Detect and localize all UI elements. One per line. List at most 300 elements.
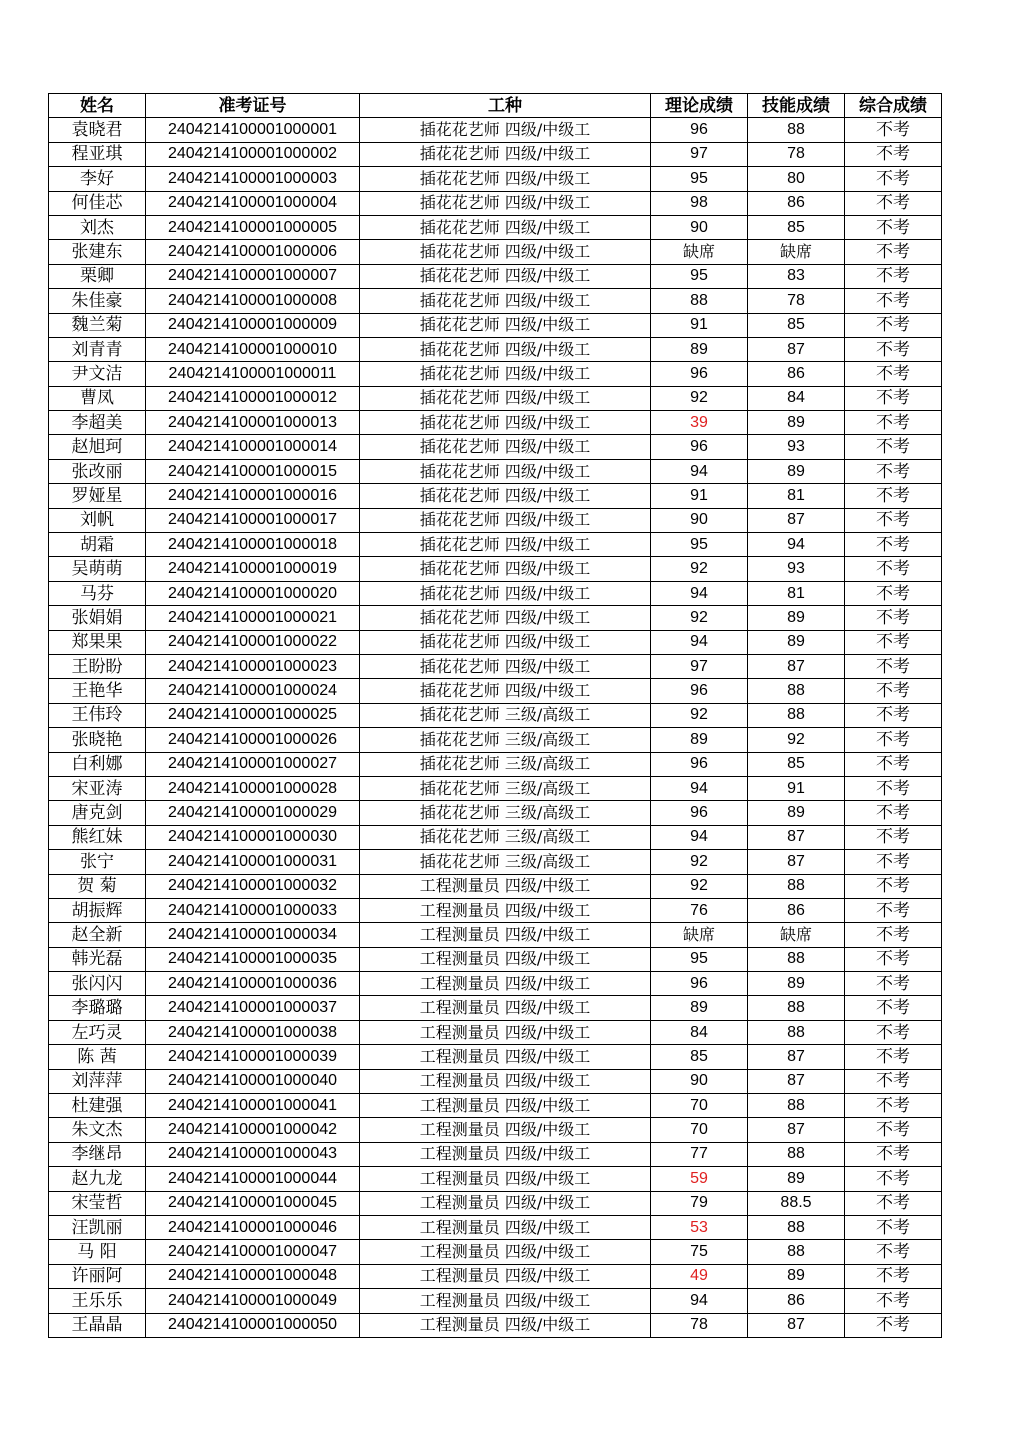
- cell-total-score: 不考: [845, 996, 942, 1020]
- header-exam-id: 准考证号: [146, 94, 360, 118]
- cell-exam-id: 2404214100001000039: [146, 1045, 360, 1069]
- cell-exam-id: 2404214100001000001: [146, 118, 360, 142]
- cell-name: 胡振辉: [49, 898, 146, 922]
- cell-total-score: 不考: [845, 362, 942, 386]
- table-row: [49, 898, 942, 922]
- cell-job-type: 插花花艺师 三级/高级工: [360, 776, 651, 800]
- cell-job-type: 工程测量员 四级/中级工: [360, 1020, 651, 1044]
- cell-name: 刘萍萍: [49, 1069, 146, 1093]
- table-row: [49, 167, 942, 191]
- cell-skill-score: 86: [748, 1289, 845, 1313]
- cell-job-type: 工程测量员 四级/中级工: [360, 947, 651, 971]
- cell-exam-id: 2404214100001000045: [146, 1191, 360, 1215]
- cell-exam-id: 2404214100001000005: [146, 215, 360, 239]
- cell-skill-score: 87: [748, 337, 845, 361]
- cell-total-score: 不考: [845, 337, 942, 361]
- cell-job-type: 插花花艺师 四级/中级工: [360, 240, 651, 264]
- cell-theory-score: 92: [651, 703, 748, 727]
- cell-total-score: 不考: [845, 703, 942, 727]
- cell-job-type: 工程测量员 四级/中级工: [360, 874, 651, 898]
- cell-job-type: 插花花艺师 四级/中级工: [360, 484, 651, 508]
- cell-total-score: 不考: [845, 1094, 942, 1118]
- cell-exam-id: 2404214100001000046: [146, 1215, 360, 1239]
- table-row: [49, 996, 942, 1020]
- cell-total-score: 不考: [845, 1045, 942, 1069]
- cell-theory-score: 94: [651, 825, 748, 849]
- table-row: [49, 459, 942, 483]
- cell-job-type: 插花花艺师 四级/中级工: [360, 508, 651, 532]
- cell-job-type: 插花花艺师 四级/中级工: [360, 606, 651, 630]
- cell-skill-score: 89: [748, 1167, 845, 1191]
- cell-total-score: 不考: [845, 898, 942, 922]
- cell-total-score: 不考: [845, 533, 942, 557]
- cell-total-score: 不考: [845, 923, 942, 947]
- cell-theory-score: 92: [651, 557, 748, 581]
- cell-name: 陈 茜: [49, 1045, 146, 1069]
- cell-job-type: 工程测量员 四级/中级工: [360, 1313, 651, 1337]
- cell-theory-score: 97: [651, 142, 748, 166]
- cell-name: 李璐璐: [49, 996, 146, 1020]
- table-row: [49, 923, 942, 947]
- cell-name: 袁晓君: [49, 118, 146, 142]
- cell-name: 吴萌萌: [49, 557, 146, 581]
- cell-total-score: 不考: [845, 240, 942, 264]
- cell-exam-id: 2404214100001000019: [146, 557, 360, 581]
- cell-job-type: 工程测量员 四级/中级工: [360, 1142, 651, 1166]
- table-row: [49, 947, 942, 971]
- cell-exam-id: 2404214100001000016: [146, 484, 360, 508]
- cell-theory-score: 70: [651, 1094, 748, 1118]
- cell-job-type: 插花花艺师 四级/中级工: [360, 191, 651, 215]
- cell-job-type: 工程测量员 四级/中级工: [360, 1215, 651, 1239]
- cell-exam-id: 2404214100001000017: [146, 508, 360, 532]
- cell-skill-score: 88: [748, 1020, 845, 1044]
- cell-total-score: 不考: [845, 654, 942, 678]
- table-row: [49, 1069, 942, 1093]
- cell-exam-id: 2404214100001000037: [146, 996, 360, 1020]
- cell-name: 张闪闪: [49, 972, 146, 996]
- cell-name: 王艳华: [49, 679, 146, 703]
- table-row: [49, 801, 942, 825]
- cell-exam-id: 2404214100001000004: [146, 191, 360, 215]
- cell-exam-id: 2404214100001000047: [146, 1240, 360, 1264]
- cell-job-type: 插花花艺师 三级/高级工: [360, 752, 651, 776]
- table-row: [49, 776, 942, 800]
- cell-theory-score: 94: [651, 459, 748, 483]
- cell-exam-id: 2404214100001000040: [146, 1069, 360, 1093]
- header-skill-score: 技能成绩: [748, 94, 845, 118]
- cell-skill-score: 86: [748, 191, 845, 215]
- cell-job-type: 插花花艺师 四级/中级工: [360, 118, 651, 142]
- cell-total-score: 不考: [845, 386, 942, 410]
- table-row: [49, 289, 942, 313]
- cell-job-type: 插花花艺师 四级/中级工: [360, 362, 651, 386]
- cell-skill-score: 86: [748, 362, 845, 386]
- cell-exam-id: 2404214100001000036: [146, 972, 360, 996]
- table-row: [49, 484, 942, 508]
- cell-name: 汪凯丽: [49, 1215, 146, 1239]
- cell-exam-id: 2404214100001000010: [146, 337, 360, 361]
- cell-name: 张晓艳: [49, 728, 146, 752]
- cell-skill-score: 87: [748, 654, 845, 678]
- cell-theory-score: 96: [651, 118, 748, 142]
- cell-job-type: 插花花艺师 三级/高级工: [360, 703, 651, 727]
- cell-total-score: 不考: [845, 606, 942, 630]
- cell-exam-id: 2404214100001000043: [146, 1142, 360, 1166]
- table-row: [49, 1020, 942, 1044]
- cell-name: 刘杰: [49, 215, 146, 239]
- cell-exam-id: 2404214100001000012: [146, 386, 360, 410]
- table-row: [49, 362, 942, 386]
- cell-skill-score: 87: [748, 1313, 845, 1337]
- cell-name: 张建东: [49, 240, 146, 264]
- cell-name: 郑果果: [49, 630, 146, 654]
- cell-theory-score: 缺席: [651, 240, 748, 264]
- cell-name: 马 阳: [49, 1240, 146, 1264]
- table-row: [49, 679, 942, 703]
- cell-skill-score: 80: [748, 167, 845, 191]
- cell-theory-score: 77: [651, 1142, 748, 1166]
- cell-name: 尹文洁: [49, 362, 146, 386]
- cell-job-type: 插花花艺师 四级/中级工: [360, 533, 651, 557]
- cell-job-type: 工程测量员 四级/中级工: [360, 1289, 651, 1313]
- cell-theory-score: 94: [651, 581, 748, 605]
- cell-total-score: 不考: [845, 459, 942, 483]
- cell-skill-score: 85: [748, 752, 845, 776]
- cell-name: 何佳芯: [49, 191, 146, 215]
- table-row: [49, 142, 942, 166]
- cell-theory-score: 79: [651, 1191, 748, 1215]
- cell-skill-score: 78: [748, 289, 845, 313]
- cell-skill-score: 89: [748, 411, 845, 435]
- cell-theory-score: 96: [651, 752, 748, 776]
- cell-exam-id: 2404214100001000041: [146, 1094, 360, 1118]
- cell-theory-score: 97: [651, 654, 748, 678]
- cell-name: 张宁: [49, 850, 146, 874]
- cell-total-score: 不考: [845, 557, 942, 581]
- cell-theory-score: 96: [651, 679, 748, 703]
- cell-skill-score: 87: [748, 508, 845, 532]
- cell-skill-score: 93: [748, 435, 845, 459]
- cell-exam-id: 2404214100001000038: [146, 1020, 360, 1044]
- cell-total-score: 不考: [845, 142, 942, 166]
- table-row: [49, 1191, 942, 1215]
- cell-name: 栗卿: [49, 264, 146, 288]
- cell-theory-score: 缺席: [651, 923, 748, 947]
- cell-total-score: 不考: [845, 1313, 942, 1337]
- cell-job-type: 插花花艺师 四级/中级工: [360, 679, 651, 703]
- table-row: [49, 874, 942, 898]
- cell-name: 赵旭珂: [49, 435, 146, 459]
- table-row: [49, 606, 942, 630]
- cell-job-type: 插花花艺师 四级/中级工: [360, 215, 651, 239]
- cell-skill-score: 81: [748, 581, 845, 605]
- cell-job-type: 工程测量员 四级/中级工: [360, 1264, 651, 1288]
- cell-theory-score: 95: [651, 533, 748, 557]
- cell-exam-id: 2404214100001000009: [146, 313, 360, 337]
- cell-job-type: 插花花艺师 四级/中级工: [360, 386, 651, 410]
- cell-total-score: 不考: [845, 776, 942, 800]
- table-row: [49, 728, 942, 752]
- cell-skill-score: 89: [748, 606, 845, 630]
- cell-exam-id: 2404214100001000013: [146, 411, 360, 435]
- cell-total-score: 不考: [845, 752, 942, 776]
- cell-total-score: 不考: [845, 1020, 942, 1044]
- cell-total-score: 不考: [845, 411, 942, 435]
- cell-skill-score: 89: [748, 972, 845, 996]
- cell-skill-score: 86: [748, 898, 845, 922]
- cell-exam-id: 2404214100001000033: [146, 898, 360, 922]
- cell-job-type: 插花花艺师 四级/中级工: [360, 167, 651, 191]
- cell-total-score: 不考: [845, 972, 942, 996]
- table-row: [49, 972, 942, 996]
- cell-exam-id: 2404214100001000020: [146, 581, 360, 605]
- cell-skill-score: 89: [748, 630, 845, 654]
- cell-total-score: 不考: [845, 825, 942, 849]
- cell-exam-id: 2404214100001000024: [146, 679, 360, 703]
- cell-skill-score: 94: [748, 533, 845, 557]
- cell-skill-score: 87: [748, 850, 845, 874]
- cell-job-type: 工程测量员 四级/中级工: [360, 972, 651, 996]
- table-row: [49, 337, 942, 361]
- cell-name: 李超美: [49, 411, 146, 435]
- cell-exam-id: 2404214100001000002: [146, 142, 360, 166]
- cell-theory-score: 98: [651, 191, 748, 215]
- cell-exam-id: 2404214100001000032: [146, 874, 360, 898]
- cell-exam-id: 2404214100001000026: [146, 728, 360, 752]
- cell-total-score: 不考: [845, 1289, 942, 1313]
- table-row: [49, 411, 942, 435]
- cell-theory-score: 88: [651, 289, 748, 313]
- table-row: [49, 191, 942, 215]
- table-row: [49, 264, 942, 288]
- header-name: 姓名: [49, 94, 146, 118]
- cell-skill-score: 87: [748, 1118, 845, 1142]
- cell-theory-score: 84: [651, 1020, 748, 1044]
- cell-total-score: 不考: [845, 1191, 942, 1215]
- cell-job-type: 工程测量员 四级/中级工: [360, 898, 651, 922]
- cell-skill-score: 78: [748, 142, 845, 166]
- cell-theory-score: 95: [651, 264, 748, 288]
- cell-job-type: 工程测量员 四级/中级工: [360, 1069, 651, 1093]
- cell-skill-score: 93: [748, 557, 845, 581]
- cell-name: 唐克剑: [49, 801, 146, 825]
- cell-job-type: 插花花艺师 三级/高级工: [360, 728, 651, 752]
- cell-theory-score: 85: [651, 1045, 748, 1069]
- cell-theory-score: 78: [651, 1313, 748, 1337]
- cell-name: 朱文杰: [49, 1118, 146, 1142]
- cell-total-score: 不考: [845, 679, 942, 703]
- cell-skill-score: 89: [748, 459, 845, 483]
- table-row: [49, 557, 942, 581]
- cell-job-type: 插花花艺师 三级/高级工: [360, 801, 651, 825]
- table-row: [49, 386, 942, 410]
- cell-job-type: 插花花艺师 四级/中级工: [360, 264, 651, 288]
- cell-job-type: 插花花艺师 三级/高级工: [360, 850, 651, 874]
- cell-skill-score: 88: [748, 1240, 845, 1264]
- cell-job-type: 工程测量员 四级/中级工: [360, 1045, 651, 1069]
- table-row: [49, 1313, 942, 1337]
- cell-exam-id: 2404214100001000028: [146, 776, 360, 800]
- cell-name: 朱佳豪: [49, 289, 146, 313]
- cell-theory-score: 92: [651, 386, 748, 410]
- cell-total-score: 不考: [845, 1167, 942, 1191]
- table-row: [49, 435, 942, 459]
- cell-name: 马芬: [49, 581, 146, 605]
- table-row: [49, 1167, 942, 1191]
- cell-name: 贺 菊: [49, 874, 146, 898]
- cell-job-type: 工程测量员 四级/中级工: [360, 1167, 651, 1191]
- cell-theory-score: 94: [651, 630, 748, 654]
- cell-total-score: 不考: [845, 118, 942, 142]
- cell-name: 罗娅星: [49, 484, 146, 508]
- cell-exam-id: 2404214100001000003: [146, 167, 360, 191]
- table-row: [49, 752, 942, 776]
- cell-total-score: 不考: [845, 191, 942, 215]
- cell-exam-id: 2404214100001000015: [146, 459, 360, 483]
- cell-total-score: 不考: [845, 1215, 942, 1239]
- cell-theory-score: 95: [651, 167, 748, 191]
- cell-job-type: 插花花艺师 四级/中级工: [360, 289, 651, 313]
- header-total-score: 综合成绩: [845, 94, 942, 118]
- table-row: [49, 1094, 942, 1118]
- cell-exam-id: 2404214100001000014: [146, 435, 360, 459]
- cell-skill-score: 83: [748, 264, 845, 288]
- cell-job-type: 工程测量员 四级/中级工: [360, 1191, 651, 1215]
- header-row: [49, 94, 942, 118]
- cell-theory-score: 90: [651, 508, 748, 532]
- table-row: [49, 118, 942, 142]
- table-row: [49, 1118, 942, 1142]
- cell-total-score: 不考: [845, 1069, 942, 1093]
- cell-skill-score: 88: [748, 996, 845, 1020]
- cell-theory-score: 92: [651, 850, 748, 874]
- cell-skill-score: 88: [748, 679, 845, 703]
- cell-theory-score: 70: [651, 1118, 748, 1142]
- cell-name: 韩光磊: [49, 947, 146, 971]
- cell-job-type: 工程测量员 四级/中级工: [360, 1240, 651, 1264]
- cell-skill-score: 87: [748, 1069, 845, 1093]
- cell-skill-score: 87: [748, 825, 845, 849]
- cell-total-score: 不考: [845, 581, 942, 605]
- table-row: [49, 1289, 942, 1313]
- cell-exam-id: 2404214100001000007: [146, 264, 360, 288]
- cell-name: 刘帆: [49, 508, 146, 532]
- cell-exam-id: 2404214100001000031: [146, 850, 360, 874]
- cell-skill-score: 87: [748, 1045, 845, 1069]
- table-row: [49, 533, 942, 557]
- cell-skill-score: 缺席: [748, 923, 845, 947]
- cell-skill-score: 84: [748, 386, 845, 410]
- cell-name: 张改丽: [49, 459, 146, 483]
- cell-name: 刘青青: [49, 337, 146, 361]
- cell-theory-score: 89: [651, 728, 748, 752]
- table-row: [49, 508, 942, 532]
- cell-total-score: 不考: [845, 874, 942, 898]
- cell-total-score: 不考: [845, 630, 942, 654]
- cell-theory-score: 76: [651, 898, 748, 922]
- table-row: [49, 240, 942, 264]
- cell-skill-score: 89: [748, 801, 845, 825]
- header-job-type: 工种: [360, 94, 651, 118]
- cell-job-type: 插花花艺师 四级/中级工: [360, 581, 651, 605]
- cell-theory-score: 53: [651, 1215, 748, 1239]
- cell-name: 曹凤: [49, 386, 146, 410]
- cell-job-type: 插花花艺师 四级/中级工: [360, 459, 651, 483]
- cell-theory-score: 96: [651, 362, 748, 386]
- cell-theory-score: 59: [651, 1167, 748, 1191]
- cell-skill-score: 88: [748, 703, 845, 727]
- cell-job-type: 插花花艺师 四级/中级工: [360, 142, 651, 166]
- cell-theory-score: 39: [651, 411, 748, 435]
- table-row: [49, 1215, 942, 1239]
- cell-theory-score: 90: [651, 1069, 748, 1093]
- cell-theory-score: 90: [651, 215, 748, 239]
- cell-theory-score: 96: [651, 972, 748, 996]
- cell-total-score: 不考: [845, 1142, 942, 1166]
- cell-exam-id: 2404214100001000029: [146, 801, 360, 825]
- cell-theory-score: 89: [651, 337, 748, 361]
- cell-total-score: 不考: [845, 801, 942, 825]
- cell-skill-score: 85: [748, 313, 845, 337]
- cell-theory-score: 91: [651, 484, 748, 508]
- cell-total-score: 不考: [845, 850, 942, 874]
- cell-exam-id: 2404214100001000035: [146, 947, 360, 971]
- cell-total-score: 不考: [845, 484, 942, 508]
- cell-name: 李继昂: [49, 1142, 146, 1166]
- table-row: [49, 703, 942, 727]
- cell-total-score: 不考: [845, 264, 942, 288]
- cell-total-score: 不考: [845, 508, 942, 532]
- cell-name: 王乐乐: [49, 1289, 146, 1313]
- table-row: [49, 654, 942, 678]
- table-row: [49, 1045, 942, 1069]
- table-row: [49, 1240, 942, 1264]
- cell-exam-id: 2404214100001000018: [146, 533, 360, 557]
- cell-job-type: 插花花艺师 四级/中级工: [360, 630, 651, 654]
- cell-skill-score: 88: [748, 947, 845, 971]
- cell-skill-score: 88: [748, 1215, 845, 1239]
- cell-name: 王晶晶: [49, 1313, 146, 1337]
- table-row: [49, 1264, 942, 1288]
- cell-skill-score: 85: [748, 215, 845, 239]
- cell-exam-id: 2404214100001000030: [146, 825, 360, 849]
- cell-total-score: 不考: [845, 947, 942, 971]
- table-row: [49, 825, 942, 849]
- cell-skill-score: 88.5: [748, 1191, 845, 1215]
- cell-skill-score: 91: [748, 776, 845, 800]
- cell-exam-id: 2404214100001000042: [146, 1118, 360, 1142]
- cell-theory-score: 49: [651, 1264, 748, 1288]
- cell-exam-id: 2404214100001000050: [146, 1313, 360, 1337]
- cell-name: 白利娜: [49, 752, 146, 776]
- cell-total-score: 不考: [845, 1264, 942, 1288]
- cell-theory-score: 96: [651, 435, 748, 459]
- cell-name: 李好: [49, 167, 146, 191]
- cell-name: 王盼盼: [49, 654, 146, 678]
- cell-skill-score: 缺席: [748, 240, 845, 264]
- cell-skill-score: 81: [748, 484, 845, 508]
- cell-job-type: 插花花艺师 四级/中级工: [360, 654, 651, 678]
- table-row: [49, 850, 942, 874]
- cell-job-type: 插花花艺师 四级/中级工: [360, 337, 651, 361]
- cell-theory-score: 94: [651, 1289, 748, 1313]
- cell-total-score: 不考: [845, 215, 942, 239]
- cell-theory-score: 92: [651, 874, 748, 898]
- cell-theory-score: 94: [651, 776, 748, 800]
- cell-exam-id: 2404214100001000044: [146, 1167, 360, 1191]
- cell-job-type: 工程测量员 四级/中级工: [360, 923, 651, 947]
